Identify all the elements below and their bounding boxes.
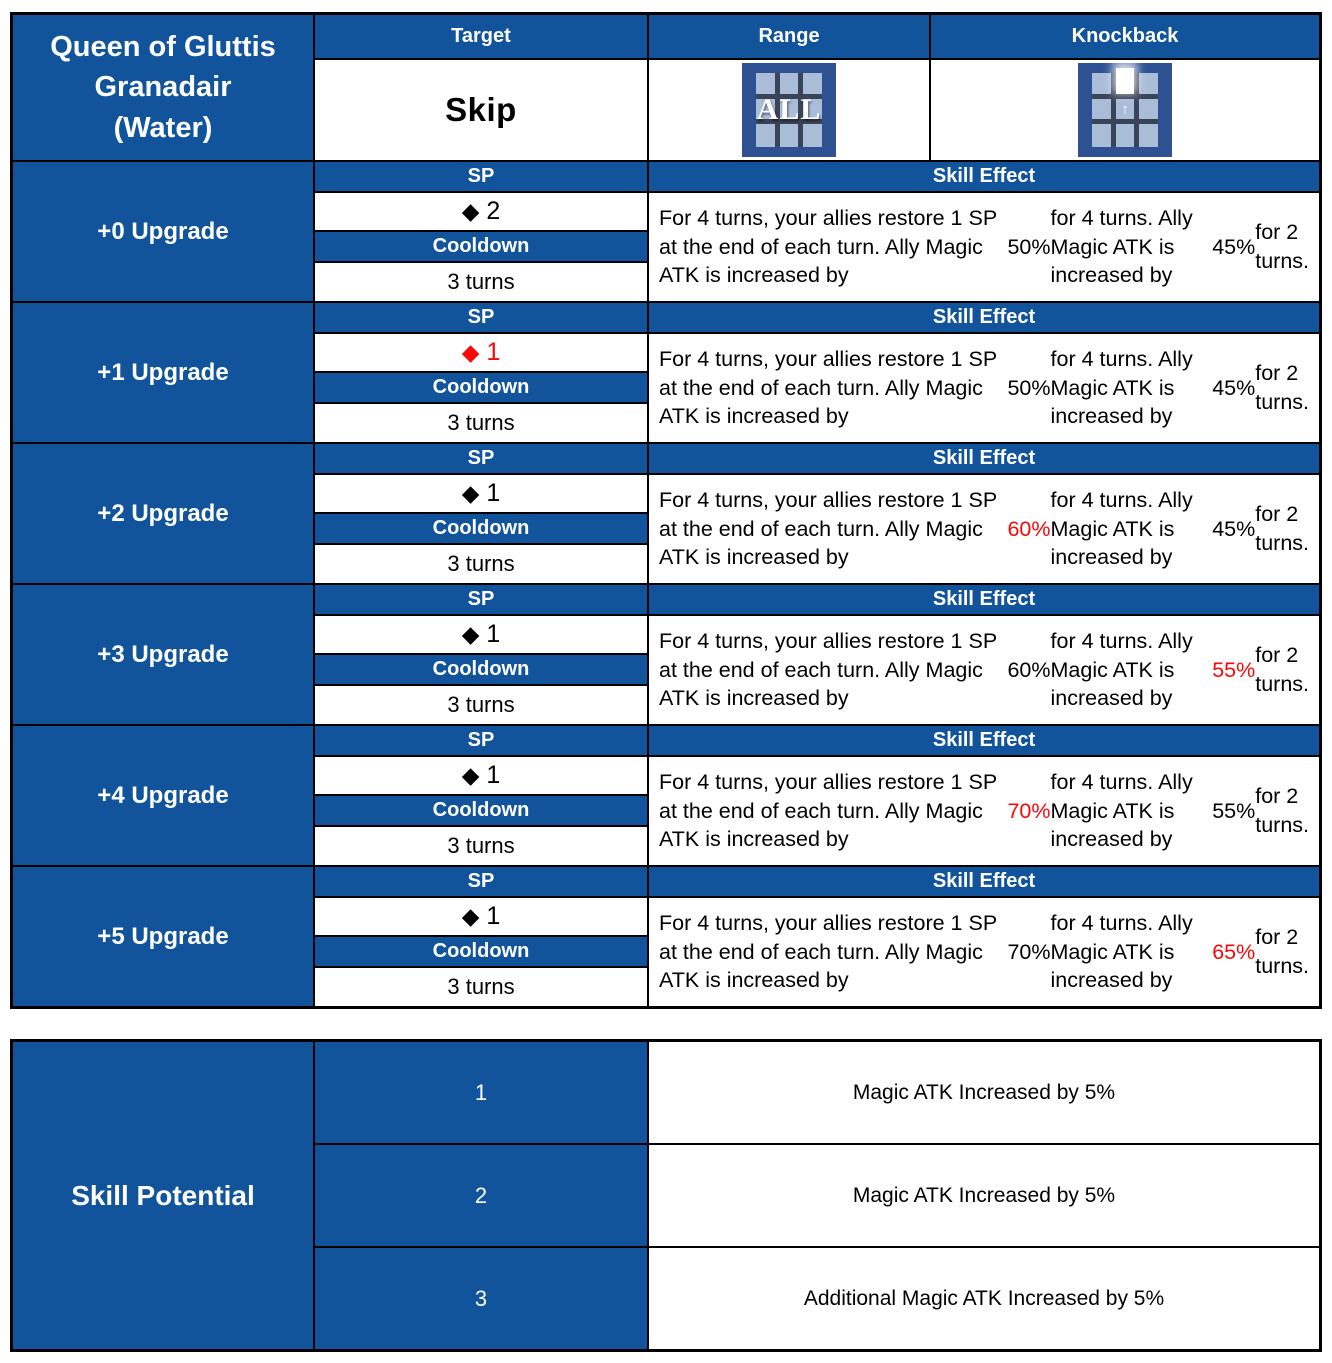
cooldown-value-0: 3 turns xyxy=(315,263,647,301)
unit-title-line3: (Water) xyxy=(113,111,213,144)
all-range-grid-icon xyxy=(742,63,836,157)
cooldown-header: Cooldown xyxy=(315,373,647,402)
range-header: Range xyxy=(649,15,929,58)
unit-title xyxy=(13,15,313,160)
skill-effect-header: Skill Effect xyxy=(649,585,1319,614)
upgrade-label-3: +3 Upgrade xyxy=(13,585,313,724)
cooldown-header: Cooldown xyxy=(315,514,647,543)
sp-cost-3 xyxy=(315,616,647,653)
sp-diamond-icon: ◆ xyxy=(461,621,480,647)
upgrade-label-2: +2 Upgrade xyxy=(13,444,313,583)
cooldown-value-3: 3 turns xyxy=(315,686,647,724)
unit-title-line1: Queen of Gluttis xyxy=(50,31,276,64)
skill-effect-header: Skill Effect xyxy=(649,444,1319,473)
target-value: Skip xyxy=(315,60,647,160)
potential-level-3: 3 xyxy=(315,1248,647,1349)
skill-effect-header: Skill Effect xyxy=(649,726,1319,755)
knockback-target-cell xyxy=(1116,68,1134,94)
sp-diamond-icon: ◆ xyxy=(461,762,480,788)
range-grid xyxy=(756,73,822,147)
range-all-label: ALL xyxy=(756,93,822,126)
skill-effect-text-4: For 4 turns, your allies restore 1 SP at the end of each turn. Ally Magic ATK is increased by 70% for 4 turns. Ally Magic ATK is increased by 55% for 2 turns. xyxy=(649,757,1319,865)
cooldown-value-1: 3 turns xyxy=(315,404,647,442)
sp-cost-value: 1 xyxy=(486,902,501,930)
knockback-cell xyxy=(931,60,1319,160)
skill-effect-header: Skill Effect xyxy=(649,303,1319,332)
range-cell xyxy=(649,60,929,160)
sp-diamond-icon: ◆ xyxy=(461,480,480,506)
sp-cost-1 xyxy=(315,334,647,371)
sp-diamond-icon: ◆ xyxy=(461,198,480,224)
skill-effect-text-3: For 4 turns, your allies restore 1 SP at the end of each turn. Ally Magic ATK is increased by 60% for 4 turns. Ally Magic ATK is increased by 55% for 2 turns. xyxy=(649,616,1319,724)
sp-cost-0 xyxy=(315,193,647,230)
skill-effect-text-2: For 4 turns, your allies restore 1 SP at the end of each turn. Ally Magic ATK is increased by 60% for 4 turns. Ally Magic ATK is increased by 45% for 2 turns. xyxy=(649,475,1319,583)
potential-level-1: 1 xyxy=(315,1042,647,1143)
skill-table xyxy=(10,12,1322,1009)
knockback-up-grid-icon xyxy=(1078,63,1172,157)
sp-cost-value: 1 xyxy=(486,761,501,789)
skill-effect-text-5: For 4 turns, your allies restore 1 SP at the end of each turn. Ally Magic ATK is increased by 70% for 4 turns. Ally Magic ATK is increased by 65% for 2 turns. xyxy=(649,898,1319,1006)
cooldown-header: Cooldown xyxy=(315,232,647,261)
sp-header: SP xyxy=(315,867,647,896)
target-header: Target xyxy=(315,15,647,58)
sp-header: SP xyxy=(315,162,647,191)
sp-cost-5 xyxy=(315,898,647,935)
sp-diamond-icon: ◆ xyxy=(461,903,480,929)
sp-cost-value: 1 xyxy=(486,479,501,507)
cooldown-header: Cooldown xyxy=(315,796,647,825)
knockback-grid xyxy=(1092,73,1158,147)
skill-potential-table xyxy=(10,1039,1322,1352)
sp-diamond-icon: ◆ xyxy=(461,339,480,365)
sp-header: SP xyxy=(315,726,647,755)
upgrade-label-0: +0 Upgrade xyxy=(13,162,313,301)
sp-cost-4 xyxy=(315,757,647,794)
upgrade-label-5: +5 Upgrade xyxy=(13,867,313,1006)
skill-effect-text-1: For 4 turns, your allies restore 1 SP at the end of each turn. Ally Magic ATK is increased by 50% for 4 turns. Ally Magic ATK is increased by 45% for 2 turns. xyxy=(649,334,1319,442)
knockback-header: Knockback xyxy=(931,15,1319,58)
skill-potential-label: Skill Potential xyxy=(13,1042,313,1349)
potential-desc-2: Magic ATK Increased by 5% xyxy=(649,1145,1319,1246)
sp-header: SP xyxy=(315,585,647,614)
sp-cost-value: 1 xyxy=(486,620,501,648)
sp-header: SP xyxy=(315,444,647,473)
skill-effect-header: Skill Effect xyxy=(649,867,1319,896)
potential-level-2: 2 xyxy=(315,1145,647,1246)
upgrade-label-4: +4 Upgrade xyxy=(13,726,313,865)
skill-effect-text-0: For 4 turns, your allies restore 1 SP at the end of each turn. Ally Magic ATK is increased by 50% for 4 turns. Ally Magic ATK is increased by 45% for 2 turns. xyxy=(649,193,1319,301)
cooldown-value-4: 3 turns xyxy=(315,827,647,865)
sp-cost-value: 2 xyxy=(486,197,501,225)
cooldown-value-2: 3 turns xyxy=(315,545,647,583)
unit-title-line2: Granadair xyxy=(94,71,232,104)
sp-header: SP xyxy=(315,303,647,332)
potential-desc-1: Magic ATK Increased by 5% xyxy=(649,1042,1319,1143)
upgrade-label-1: +1 Upgrade xyxy=(13,303,313,442)
potential-desc-3: Additional Magic ATK Increased by 5% xyxy=(649,1248,1319,1349)
sp-cost-value: 1 xyxy=(486,338,501,366)
skill-effect-header: Skill Effect xyxy=(649,162,1319,191)
cooldown-value-5: 3 turns xyxy=(315,968,647,1006)
up-arrow-icon: ↑ xyxy=(1121,100,1129,118)
sp-cost-2 xyxy=(315,475,647,512)
cooldown-header: Cooldown xyxy=(315,655,647,684)
cooldown-header: Cooldown xyxy=(315,937,647,966)
